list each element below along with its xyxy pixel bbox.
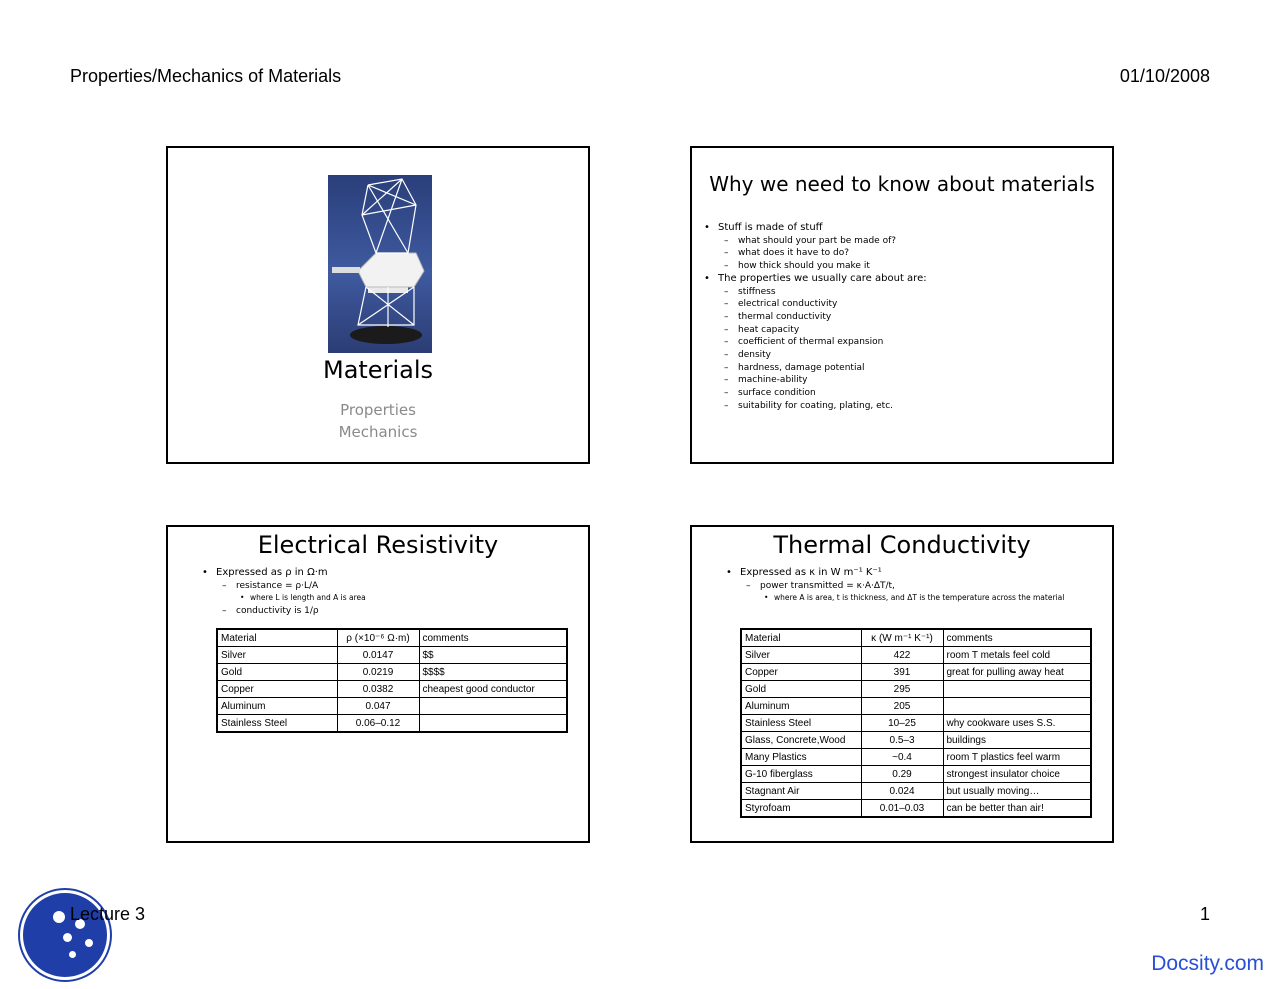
- table-header-cell: comments: [419, 629, 567, 647]
- table-cell: why cookware uses S.S.: [943, 715, 1091, 732]
- table-cell: 0.5–3: [861, 732, 943, 749]
- table-header-cell: comments: [943, 629, 1091, 647]
- bullet-item: – how thick should you make it: [704, 260, 927, 273]
- table-cell: buildings: [943, 732, 1091, 749]
- table-row: [741, 749, 1091, 766]
- table-cell: Gold: [741, 681, 861, 698]
- bullet-item: – coefficient of thermal expansion: [704, 336, 927, 349]
- bullet-item: – resistance = ρ·L/A: [202, 580, 366, 593]
- table-row: [217, 664, 567, 681]
- table-cell: Copper: [741, 664, 861, 681]
- table-cell: Aluminum: [741, 698, 861, 715]
- bullet-item: – what should your part be made of?: [704, 235, 927, 248]
- table-cell: Glass, Concrete,Wood: [741, 732, 861, 749]
- table-cell: 205: [861, 698, 943, 715]
- table-cell: [419, 715, 567, 733]
- docsity-watermark-link[interactable]: Docsity.com: [1151, 952, 1264, 975]
- table-cell: Styrofoam: [741, 800, 861, 818]
- document-date: 01/10/2008: [1119, 66, 1210, 86]
- conductivity-table: [740, 628, 1092, 818]
- table-header-cell: κ (W m⁻¹ K⁻¹): [861, 629, 943, 647]
- footer-lecture: Lecture 3: [70, 904, 146, 924]
- bullet-item: – stiffness: [704, 286, 927, 299]
- bullet-item: • The properties we usually care about are:: [704, 273, 927, 286]
- table-cell: 0.0219: [337, 664, 419, 681]
- slide-why-materials: [690, 146, 1114, 464]
- bullet-item: – electrical conductivity: [704, 298, 927, 311]
- bullet-list: [726, 567, 1064, 605]
- document-title: Properties/Mechanics of Materials: [70, 66, 342, 86]
- table-cell: 422: [861, 647, 943, 664]
- table-cell: ~0.4: [861, 749, 943, 766]
- table-row: [217, 715, 567, 733]
- table-cell: 0.024: [861, 783, 943, 800]
- bullet-item: • Stuff is made of stuff: [704, 222, 927, 235]
- table-cell: Stagnant Air: [741, 783, 861, 800]
- table-row: [741, 766, 1091, 783]
- table-cell: Stainless Steel: [741, 715, 861, 732]
- table-cell: Stainless Steel: [217, 715, 337, 733]
- table-cell: room T plastics feel warm: [943, 749, 1091, 766]
- table-cell: G-10 fiberglass: [741, 766, 861, 783]
- table-row: [741, 698, 1091, 715]
- table-header-cell: Material: [217, 629, 337, 647]
- table-cell: Copper: [217, 681, 337, 698]
- table-cell: Silver: [217, 647, 337, 664]
- table-cell: 391: [861, 664, 943, 681]
- table-cell: 0.06–0.12: [337, 715, 419, 733]
- table-row: [741, 681, 1091, 698]
- bullet-list: [704, 222, 927, 413]
- bullet-item: – conductivity is 1/ρ: [202, 605, 366, 618]
- telescope-photo: [328, 175, 432, 353]
- table-cell: Many Plastics: [741, 749, 861, 766]
- table-row: [741, 783, 1091, 800]
- bullet-item: – machine-ability: [704, 374, 927, 387]
- bullet-item: • where L is length and A is area: [202, 592, 366, 605]
- slide-title: Electrical Resistivity: [257, 531, 499, 559]
- bullet-item: • Expressed as κ in W m⁻¹ K⁻¹: [726, 567, 1064, 580]
- bullet-item: – thermal conductivity: [704, 311, 927, 324]
- table-cell: Aluminum: [217, 698, 337, 715]
- table-row: [741, 732, 1091, 749]
- bullet-item: – power transmitted = κ·A·ΔT/t,: [726, 580, 1064, 593]
- table-row: [217, 647, 567, 664]
- table-row: [741, 647, 1091, 664]
- table-row: [217, 698, 567, 715]
- table-cell: $$$$: [419, 664, 567, 681]
- slide-thermal-conductivity: [690, 525, 1114, 843]
- table-cell: can be better than air!: [943, 800, 1091, 818]
- table-cell: 10–25: [861, 715, 943, 732]
- table-cell: 295: [861, 681, 943, 698]
- table-header-row: [217, 629, 567, 647]
- table-cell: great for pulling away heat: [943, 664, 1091, 681]
- bullet-item: – hardness, damage potential: [704, 362, 927, 375]
- telescope-structure-icon: [328, 175, 432, 353]
- table-cell: cheapest good conductor: [419, 681, 567, 698]
- table-row: [741, 715, 1091, 732]
- slide-materials: [166, 146, 590, 464]
- bullet-item: – what does it have to do?: [704, 247, 927, 260]
- table-cell: 0.0382: [337, 681, 419, 698]
- table-cell: [943, 698, 1091, 715]
- table-cell: [419, 698, 567, 715]
- slide-subtitle-properties: Properties: [340, 401, 416, 419]
- slide-title: Materials: [322, 356, 433, 384]
- table-header-cell: Material: [741, 629, 861, 647]
- slide-subtitle-mechanics: Mechanics: [338, 423, 418, 441]
- table-row: [741, 800, 1091, 818]
- table-cell: strongest insulator choice: [943, 766, 1091, 783]
- bullet-list: [202, 567, 366, 618]
- bullet-item: – suitability for coating, plating, etc.: [704, 400, 927, 413]
- table-cell: 0.047: [337, 698, 419, 715]
- table-cell: 0.01–0.03: [861, 800, 943, 818]
- table-row: [217, 681, 567, 698]
- table-header-row: [741, 629, 1091, 647]
- slide-electrical-resistivity: [166, 525, 590, 843]
- table-cell: $$: [419, 647, 567, 664]
- resistivity-table: [216, 628, 568, 733]
- bullet-item: • Expressed as ρ in Ω·m: [202, 567, 366, 580]
- table-cell: Gold: [217, 664, 337, 681]
- page-number: 1: [1199, 904, 1210, 924]
- bullet-item: • where A is area, t is thickness, and ΔT is the temperature across the material: [726, 592, 1064, 605]
- bullet-item: – density: [704, 349, 927, 362]
- table-cell: 0.0147: [337, 647, 419, 664]
- slide-title: Why we need to know about materials: [709, 172, 1095, 196]
- bullet-item: – surface condition: [704, 387, 927, 400]
- table-header-cell: ρ (×10⁻⁶ Ω·m): [337, 629, 419, 647]
- table-cell: 0.29: [861, 766, 943, 783]
- bullet-item: – heat capacity: [704, 324, 927, 337]
- table-cell: [943, 681, 1091, 698]
- slide-title: Thermal Conductivity: [773, 531, 1031, 559]
- table-cell: but usually moving…: [943, 783, 1091, 800]
- table-cell: Silver: [741, 647, 861, 664]
- table-cell: room T metals feel cold: [943, 647, 1091, 664]
- table-row: [741, 664, 1091, 681]
